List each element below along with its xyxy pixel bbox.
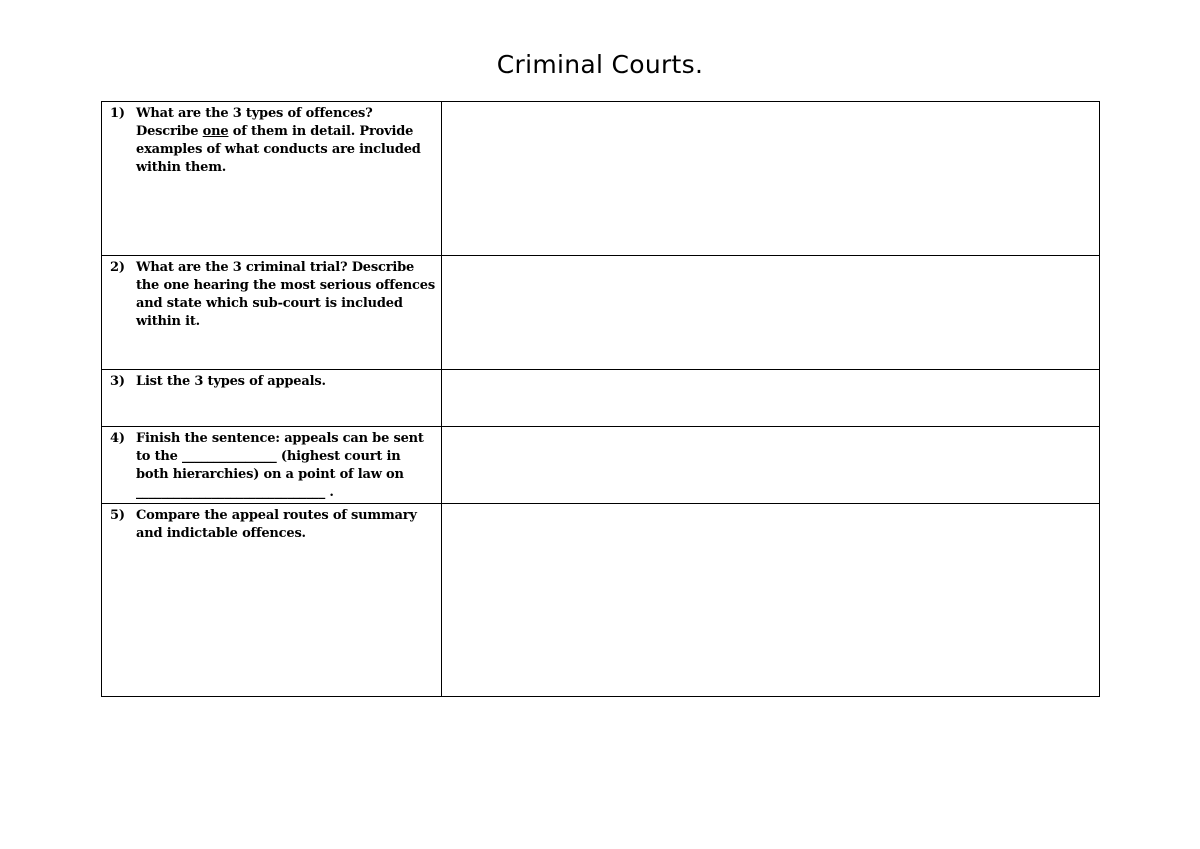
question-row — [102, 427, 1100, 504]
answer-cell[interactable] — [442, 256, 1100, 370]
answer-cell[interactable] — [442, 504, 1100, 697]
question-text-part: of them in detail. Provide examples of what conducts are included within them. — [136, 124, 421, 175]
question-table — [101, 101, 1100, 697]
question-cell — [102, 102, 442, 256]
question-number: 1) — [110, 106, 125, 121]
question-row — [102, 370, 1100, 427]
question-text: Finish the sentence: appeals can be sent to the _______________ (highest court in both hierarchies) on a point of law on ______________________________ . — [136, 431, 424, 500]
question-cell — [102, 370, 442, 427]
question-text: Compare the appeal routes of summary and indictable offences. — [136, 508, 417, 541]
question-cell — [102, 256, 442, 370]
question-row — [102, 102, 1100, 256]
question-text-part: What are the 3 types of offences? Describe — [136, 106, 373, 139]
question-cell — [102, 504, 442, 697]
question-text: List the 3 types of appeals. — [136, 374, 326, 389]
answer-cell[interactable] — [442, 427, 1100, 504]
question-row — [102, 256, 1100, 370]
question-text — [136, 105, 435, 177]
answer-cell[interactable] — [442, 102, 1100, 256]
question-number: 3) — [110, 374, 125, 389]
question-number: 5) — [110, 508, 125, 523]
question-number: 2) — [110, 260, 125, 275]
question-cell — [102, 427, 442, 504]
underlined-word: one — [202, 124, 229, 139]
question-row — [102, 504, 1100, 697]
page-title: Criminal Courts. — [496, 50, 704, 79]
question-text: What are the 3 criminal trial? Describe the one hearing the most serious offences and state which sub-court is included within it. — [136, 260, 435, 329]
question-number: 4) — [110, 431, 125, 446]
answer-cell[interactable] — [442, 370, 1100, 427]
